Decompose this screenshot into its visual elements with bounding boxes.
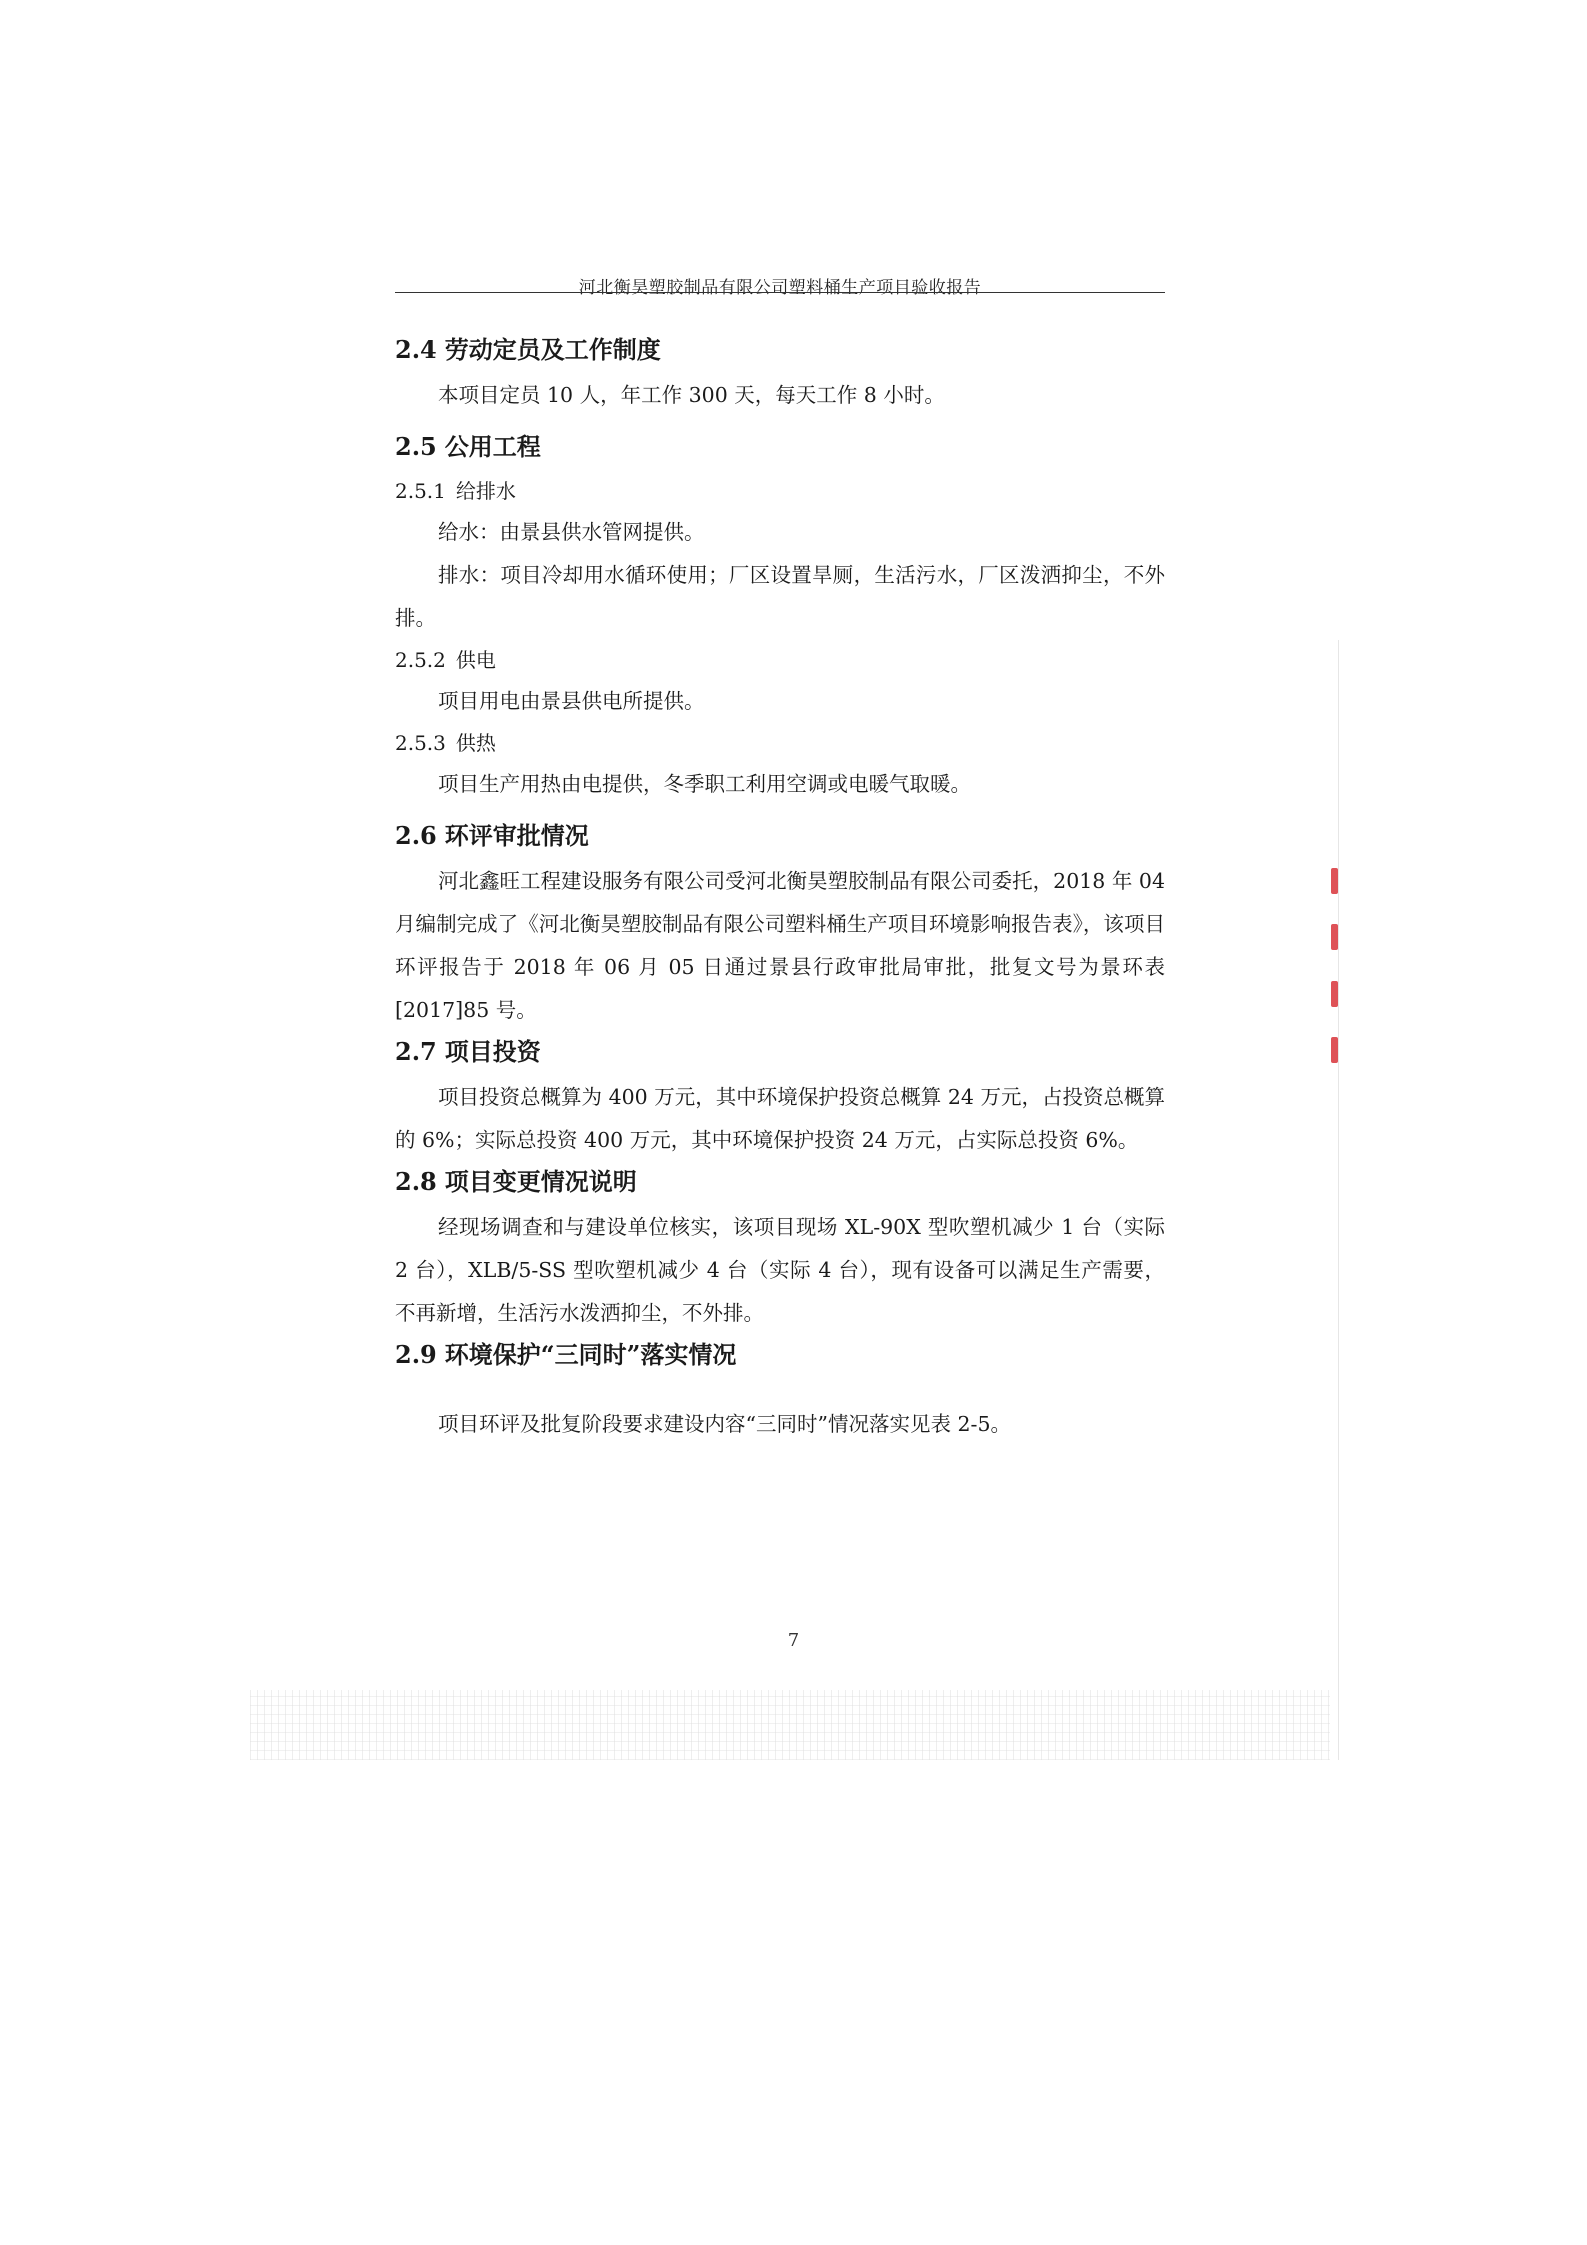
section-number: 2.9 [395,1340,437,1369]
subsection-title: 供电 [455,648,496,672]
stamp-fragment [1331,981,1338,1007]
section-number: 2.5 [395,432,437,461]
section-heading-2-7 [395,1032,1165,1072]
drainage-paragraph: 排水：项目冷却用水循环使用；厂区设置旱厕，生活污水，厂区泼洒抑尘，不外排。 [395,563,1165,630]
subsection-heading-2-5-1 [395,471,1165,511]
stamp-fragment [1331,868,1338,894]
section-heading-2-9 [395,1335,1165,1375]
section-paragraph-2-7: 项目投资总概算为 400 万元，其中环境保护投资总概算 24 万元，占投资总概算的 6%；实际总投资 400 万元，其中环境保护投资 24 万元，占实际总投资 6%。 [395,1085,1165,1152]
subsection-title: 给排水 [455,479,516,503]
stamp-fragment [1331,1037,1338,1063]
section-number: 2.6 [395,821,437,850]
section-paragraph-2-6: 河北鑫旺工程建设服务有限公司受河北衡昊塑胶制品有限公司委托，2018 年 04 月编制完成了《河北衡昊塑胶制品有限公司塑料桶生产项目环境影响报告表》，该项目环评报告于 2018 年 06 月 05 日通过景县行政审批局审批，批复文号为景环表[2017]85 号。 [395,869,1165,1022]
scan-edge-line [1338,640,1339,1760]
section-heading-2-5 [395,427,1165,467]
section-title: 公用工程 [444,432,541,461]
section-paragraph-2-9: 项目环评及批复阶段要求建设内容“三同时”情况落实见表 2-5。 [438,1412,1011,1436]
running-header: 河北衡昊塑胶制品有限公司塑料桶生产项目验收报告 [578,278,982,298]
section-paragraph-2-8: 经现场调查和与建设单位核实，该项目现场 XL-90X 型吹塑机减少 1 台（实际 2 台），XLB/5-SS 型吹塑机减少 4 台（实际 4 台），现有设备可以满足生产需要，不再新增，生活污水泼洒抑尘，不外排。 [395,1215,1165,1325]
section-title: 项目变更情况说明 [444,1167,637,1196]
section-number: 2.7 [395,1037,437,1066]
section-title: 环境保护“三同时”落实情况 [444,1340,737,1369]
subsection-number: 2.5.2 [395,648,446,672]
subsection-number: 2.5.3 [395,731,446,755]
section-paragraph-2-4: 本项目定员 10 人，年工作 300 天，每天工作 8 小时。 [438,383,945,407]
section-title: 劳动定员及工作制度 [444,335,661,364]
stamp-fragment [1331,924,1338,950]
section-heading-2-4 [395,330,1165,370]
section-number: 2.4 [395,335,437,364]
section-heading-2-6 [395,816,1165,856]
subsection-number: 2.5.1 [395,479,446,503]
water-supply-paragraph: 给水：由景县供水管网提供。 [438,520,705,544]
section-title: 环评审批情况 [444,821,589,850]
page-number: 7 [787,1630,800,1651]
section-title: 项目投资 [444,1037,541,1066]
heating-paragraph: 项目生产用热由电提供，冬季职工利用空调或电暖气取暖。 [438,772,971,796]
header-rule [395,292,1165,293]
report-body [395,330,1165,1446]
section-heading-2-8 [395,1162,1165,1202]
power-supply-paragraph: 项目用电由景县供电所提供。 [438,689,705,713]
subsection-heading-2-5-2 [395,640,1165,680]
subsection-title: 供热 [455,731,496,755]
subsection-heading-2-5-3 [395,723,1165,763]
scan-noise [250,1690,1330,1760]
section-number: 2.8 [395,1167,437,1196]
